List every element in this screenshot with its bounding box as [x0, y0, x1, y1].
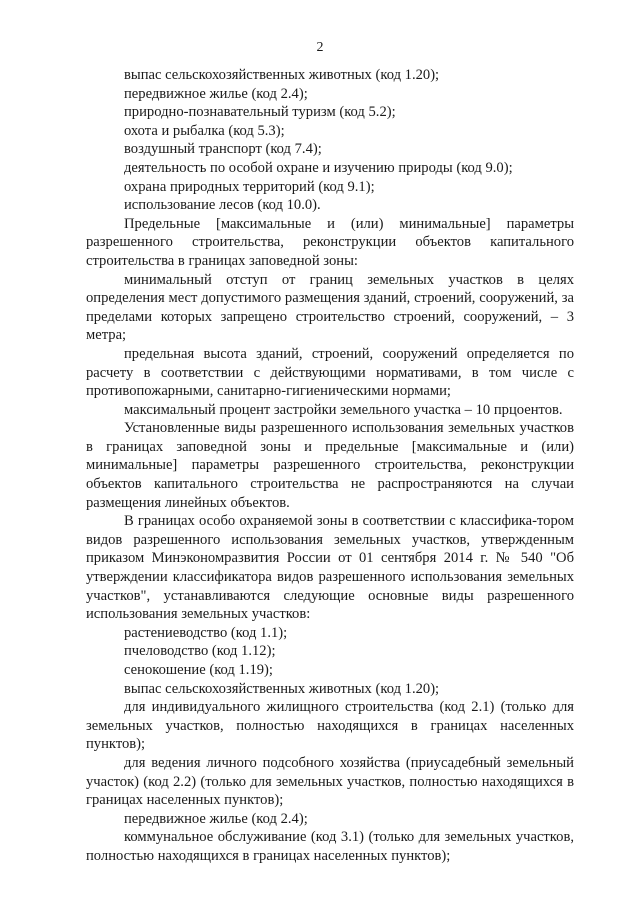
list-item: для индивидуального жилищного строительства (код 2.1) (только для земельных участков, полностью находящихся в границах населенных пунктов); [86, 699, 574, 753]
list-item: передвижное жилье (код 2.4); [124, 85, 308, 102]
list-item: растениеводство (код 1.1); [124, 624, 288, 641]
list-item: сенокошение (код 1.19); [124, 662, 273, 678]
document-body [86, 66, 574, 866]
paragraph: Предельные [максимальные и (или) минимальные] параметры разрешенного строительства, реконструкции объектов капитального строительства в границах заповедной зоны: [86, 215, 574, 269]
list-item: использование лесов (код 10.0). [124, 197, 321, 214]
list-item: воздушный транспорт (код 7.4); [124, 141, 322, 158]
paragraph: В границах особо охраняемой зоны в соответствии с классифика-тором видов разрешенного использования земельных участков, утвержденным приказом Минэкономразвития России от 01 сентября 2014 г. № 540 "Об утверждении классификатора видов разрешенного использования земельных участков", устанавливаются следующие основные виды разрешенного использования земельных участков: [86, 513, 574, 623]
list-item: природно-познавательный туризм (код 5.2); [124, 104, 396, 121]
paragraph: максимальный процент застройки земельного участка – 10 прцоентов. [124, 401, 563, 418]
list-item: коммунальное обслуживание (код 3.1) (только для земельных участков, полностью находящихся в границах населенных пунктов); [86, 829, 574, 864]
list-item: деятельность по особой охране и изучению природы (код 9.0); [124, 159, 513, 176]
list-item: охота и рыбалка (код 5.3); [124, 122, 285, 139]
paragraph: Установленные виды разрешенного использования земельных участков в границах заповедной зоны и предельные [максимальные и (или) минимальные] параметры разрешенного строительства, реконструкции объектов капитального строительства не распространяются на случаи размещения линейных объектов. [86, 420, 574, 511]
paragraph: предельная высота зданий, строений, сооружений определяется по расчету в соответствии с действующими нормативами, в том числе с противопожарными, санитарно-гигиеническими нормами; [86, 345, 574, 400]
list-item: выпас сельскохозяйственных животных (код 1.20); [124, 680, 440, 697]
paragraph: минимальный отступ от границ земельных участков в целях определения мест допустимого размещения зданий, строений, сооружений, за пределами которых запрещено строительство строений, сооружений, – 3 метра; [86, 271, 574, 344]
list-item: пчеловодство (код 1.12); [124, 643, 276, 660]
list-item: для ведения личного подсобного хозяйства (приусадебный земельный участок) (код 2.2) (только для земельных участков, полностью находящихся в границах населенных пунктов); [86, 754, 574, 809]
list-item: передвижное жилье (код 2.4); [124, 810, 308, 827]
list-item: охрана природных территорий (код 9.1); [124, 178, 375, 195]
page-number: 2 [316, 40, 324, 55]
list-item: выпас сельскохозяйственных животных (код 1.20); [124, 67, 440, 83]
